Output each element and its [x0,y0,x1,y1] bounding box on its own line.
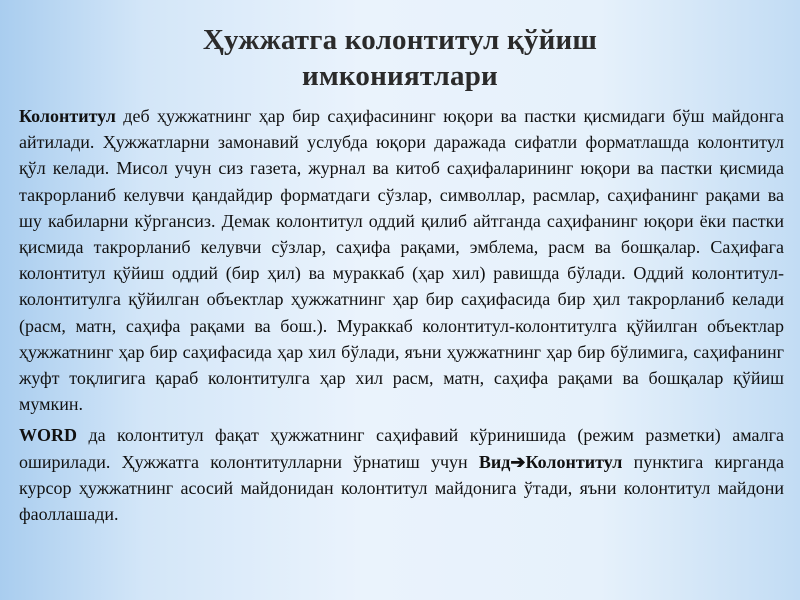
title-line-2: имкониятлари [302,60,498,92]
slide-body [19,103,784,532]
word-text-b: пунктига кирганда курсор ҳужжатнинг асосий майдонидан колонтитул майдонига ўтади, яъни колонтитул майдони фаоллашади. [19,451,784,525]
paragraph-word [19,422,784,527]
word-text-a: да колонтитул фақат ҳужжатнинг саҳифавий кўринишида (режим разметки) амалга оширилади. Ҳужжатга колонтитулларни ўрнатиш учун [19,425,784,472]
title-line-1: Ҳужжатга колонтитул қўйиш [202,24,598,56]
term-word: WORD [19,425,77,446]
slide-title [0,22,800,94]
arrow-icon: ➔ [510,451,526,472]
menu-header-footer: Колонтитул [525,451,623,472]
term-colontitle: Колонтитул [19,106,116,126]
paragraph-definition [19,103,784,417]
definition-text: деб ҳужжатнинг ҳар бир саҳифасининг юқори ва пастки қисмидаги бўш майдонга айтилади. Ҳужжатларни замонавий услубда юқори даражада сифатли форматлашда колонтитул қўл келади. Мисол учун сиз газета, журнал ва китоб саҳифаларининг юқори ва пастки қисмида такрорланиб келувчи қандайдир форматдаги сўзлар, символлар, расмлар, саҳифанинг рақами ва шу кабиларни кўргансиз. Демак колонтитул оддий қилиб айтганда саҳифанинг юқори ёки пастки қисмида такрорланиб келувчи сўзлар, саҳифа рақами, эмблема, расм ва бошқалар. Саҳифага колонтитул қўйиш оддий (бир ҳил) ва мураккаб (ҳар хил) равишда бўлади. Оддий колонтитул-колонтитулга қўйилган объектлар ҳужжатнинг ҳар бир саҳифасида бир ҳил такрорланиб келади (расм, матн, саҳифа рақами ва бош.). Мураккаб колонтитул-колонтитулга қўйилган объектлар ҳужжатнинг ҳар бир саҳифасида ҳар хил бўлади, яъни ҳужжатнинг ҳар бир бўлимига, саҳифанинг жуфт тоқлигига қараб колонтитулга ҳар хил расм, матн, саҳифа рақами ва бошқалар қўйиш мумкин. [19,106,784,415]
menu-view: Вид [478,451,511,472]
